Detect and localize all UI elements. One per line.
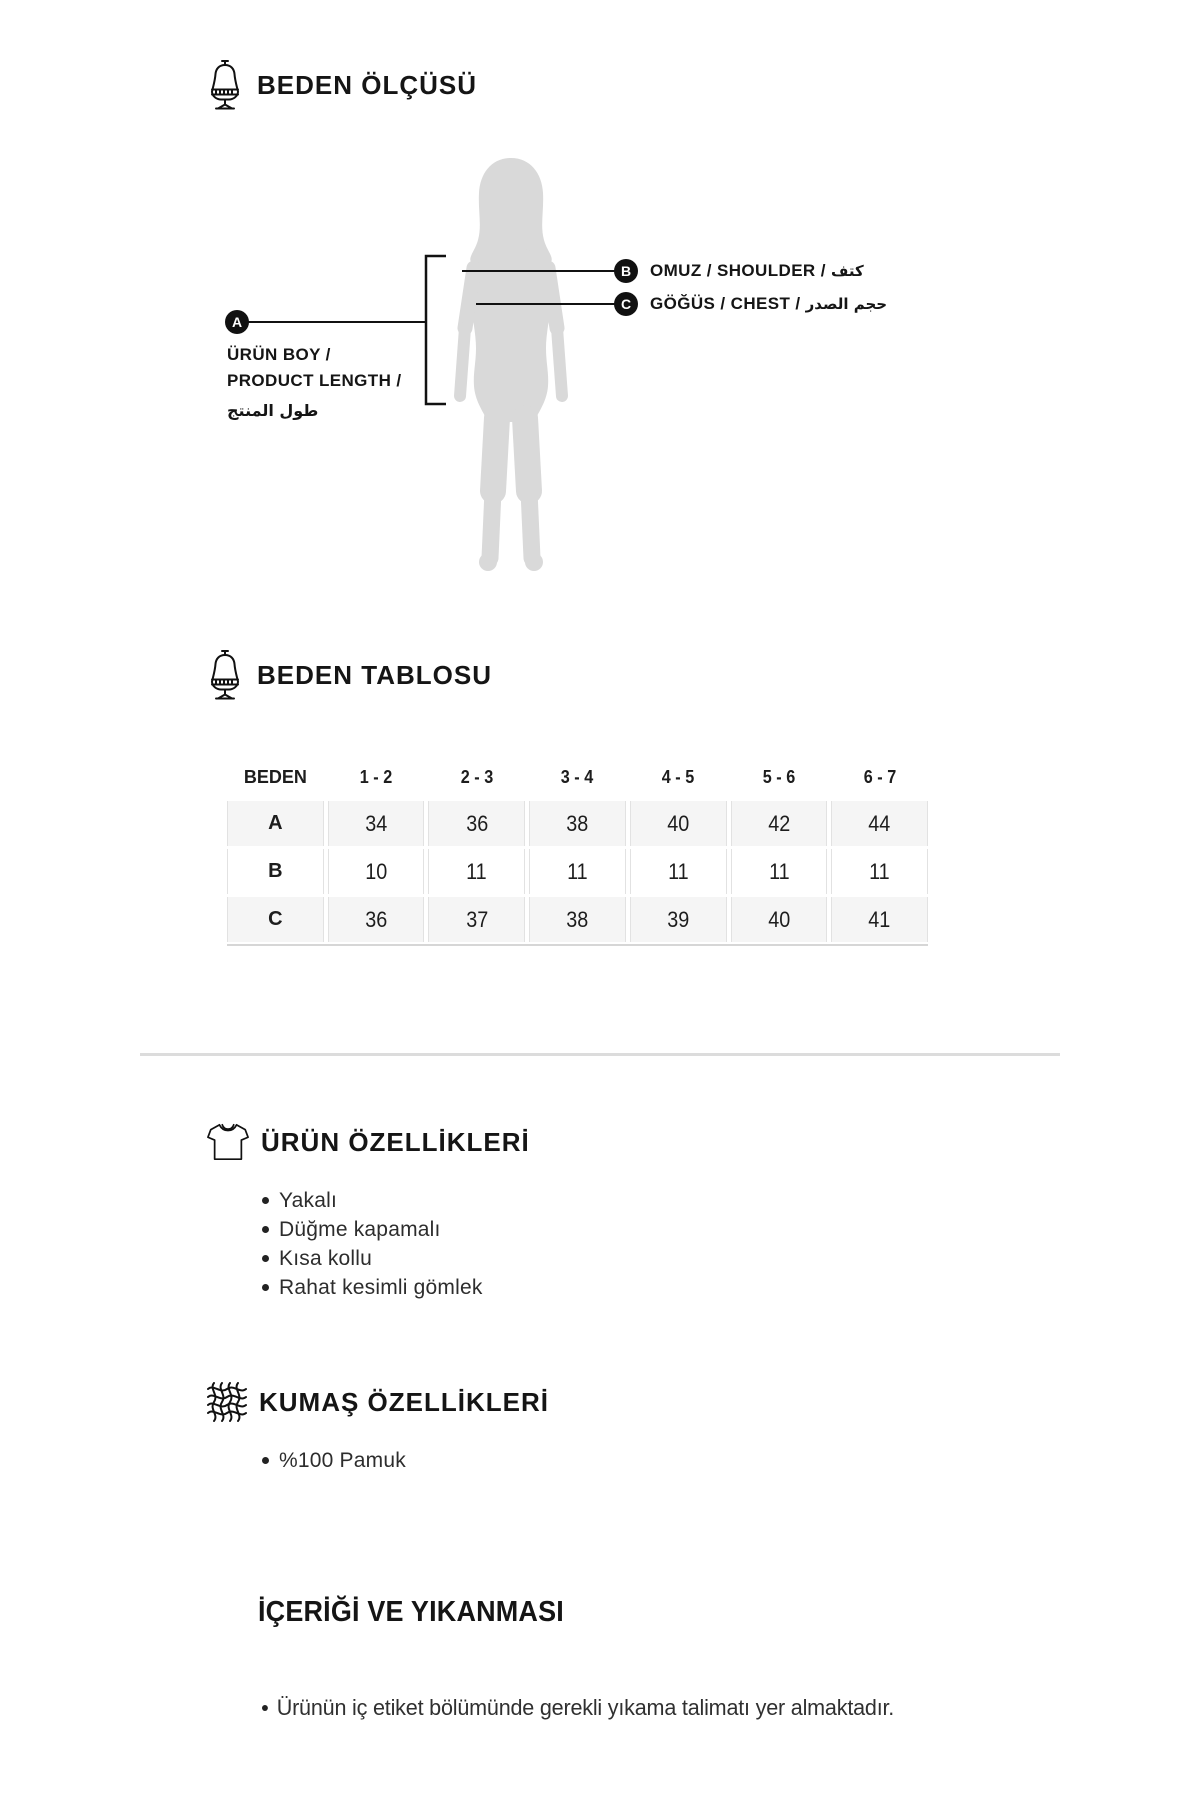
- bullet-icon: [262, 1457, 269, 1464]
- bullet-icon: [262, 1255, 269, 1262]
- fabric-features-title: KUMAŞ ÖZELLİKLERİ: [259, 1386, 549, 1417]
- care-instructions: Ürünün iç etiket bölümünde gerekli yıkama talimatı yer almaktadır.: [262, 1692, 909, 1723]
- fabric-features-header: [207, 1382, 549, 1422]
- measure-badge-a: A: [225, 310, 249, 334]
- col-header: BEDEN: [243, 766, 307, 787]
- col-header: 3 - 4: [561, 766, 594, 787]
- col-header: 6 - 7: [863, 766, 896, 787]
- bullet-icon: [262, 1705, 268, 1711]
- table-row: C 36 37 38 39 40 41: [227, 897, 928, 942]
- size-table-header-row: [227, 756, 928, 798]
- product-features-header: [207, 1122, 530, 1162]
- dressform-icon: [205, 60, 245, 110]
- size-measure-header: [205, 60, 477, 110]
- table-bottom-border: [227, 944, 928, 946]
- list-item: Kısa kollu: [262, 1244, 483, 1273]
- size-measure-title: BEDEN ÖLÇÜSÜ: [257, 69, 478, 100]
- table-row: A 34 36 38 40 42 44: [227, 801, 928, 846]
- list-item: Rahat kesimli gömlek: [262, 1273, 483, 1302]
- size-table-header: [205, 650, 492, 700]
- section-divider: [140, 1053, 1060, 1056]
- measure-badge-b: B: [614, 259, 638, 283]
- col-header: 4 - 5: [661, 766, 695, 787]
- shoulder-label: OMUZ / SHOULDER / كتف: [650, 261, 864, 280]
- product-features-list: [262, 1186, 483, 1302]
- col-header: 5 - 6: [762, 766, 796, 787]
- col-header: 2 - 3: [460, 766, 493, 787]
- tshirt-icon: [207, 1122, 249, 1162]
- list-item: %100 Pamuk: [262, 1446, 406, 1475]
- list-item: Düğme kapamalı: [262, 1215, 483, 1244]
- product-features-title: ÜRÜN ÖZELLİKLERİ: [261, 1126, 530, 1157]
- bullet-icon: [262, 1226, 269, 1233]
- length-bracket: [426, 256, 446, 404]
- bullet-icon: [262, 1197, 269, 1204]
- measure-badge-c: C: [614, 292, 638, 316]
- chest-label: GÖĞÜS / CHEST / حجم الصدر: [650, 294, 888, 313]
- size-table-title: BEDEN TABLOSU: [257, 659, 492, 690]
- fabric-weave-icon: [207, 1382, 247, 1422]
- col-header: 1 - 2: [359, 766, 393, 787]
- fabric-features-list: [262, 1446, 406, 1475]
- product-length-label: ÜRÜN BOY / PRODUCT LENGTH / طول المنتج: [227, 345, 402, 420]
- dressform-icon: [205, 650, 245, 700]
- list-item: Yakalı: [262, 1186, 483, 1215]
- table-row: B 10 11 11 11 11 11: [227, 849, 928, 894]
- size-table: [227, 756, 928, 946]
- care-title: İÇERİĞİ VE YIKANMASI: [258, 1596, 564, 1628]
- bullet-icon: [262, 1284, 269, 1291]
